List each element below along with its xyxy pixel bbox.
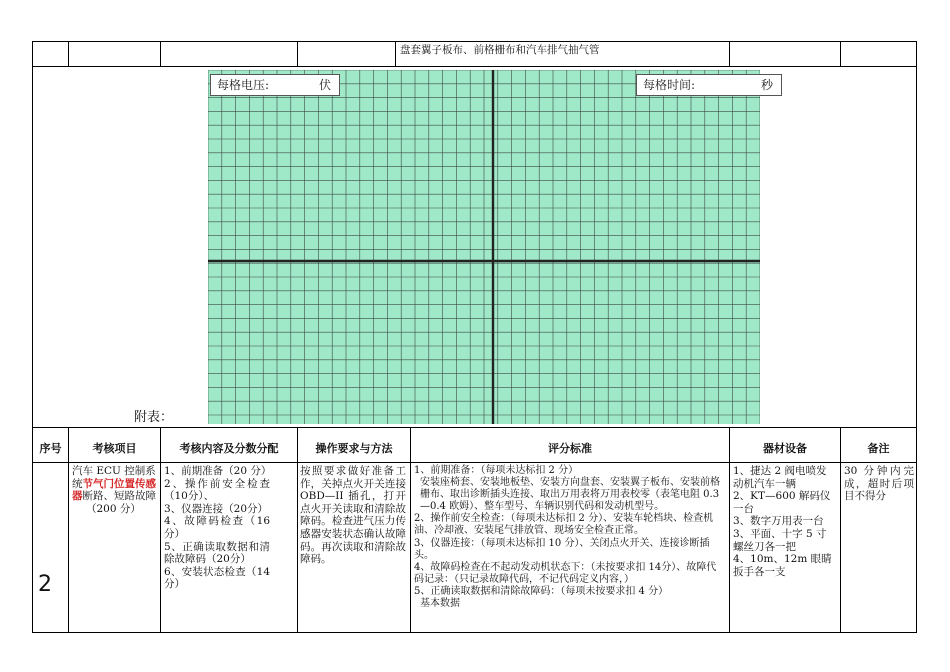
oscilloscope-grid [208, 70, 760, 424]
criteria-line: 安装座椅套、安装地板垫、安装方向盘套、安装翼子板布、安装前格栅布、取出诊断插头连接、取出万用表将万用表校零（表笔电阻 0.3—0.4 欧姆）、整车型号、车辆识别代码和发动机型号。 [420, 477, 720, 513]
col-divider [410, 427, 411, 633]
table-border-right [916, 41, 917, 633]
header-item: 考核项目 [92, 442, 137, 455]
row-method-cell: 按照要求做好准备工作，关掉点火开关连接 OBD—II 插孔，打开点火开关读取和清除故障码。检查进气压力传感器安装状态确认故障码。再次读取和清除故障码。 [300, 465, 406, 566]
header-content: 考核内容及分数分配 [179, 442, 279, 455]
col-divider [729, 427, 730, 633]
header-method: 操作要求与方法 [315, 442, 393, 455]
time-label: 每格时间: [643, 78, 696, 92]
table-border-header-bottom [32, 462, 917, 463]
content-line: 2、操作前安全检查（10分）、 [164, 477, 270, 503]
table-border-header-top [32, 427, 917, 428]
col-divider [160, 427, 161, 633]
col-divider [297, 41, 298, 67]
col-divider [160, 41, 161, 67]
criteria-line: 1、前期准备：（每项未达标扣 2 分） [414, 465, 579, 476]
header-criteria: 评分标准 [548, 442, 592, 455]
criteria-line: 基本数据 [420, 598, 460, 610]
col-divider [297, 427, 298, 633]
criteria-line: 2、操作前安全检查：（每项未达标扣 2 分）、安装车轮档块、检查机油、冷却液、安装尾气排放管、现场安全检查正常。 [414, 513, 714, 537]
col-divider [68, 427, 69, 633]
voltage-label: 每格电压: [217, 78, 270, 92]
equipment-line: 4、10m、12m 眼睛扳手各一支 [733, 553, 832, 578]
item-suffix: 断路、短路故障 [82, 490, 156, 503]
content-line: 5、正确读取数据和清除故障码（20分） [164, 540, 270, 566]
col-divider [840, 41, 841, 67]
row-criteria-cell [414, 465, 726, 610]
voltage-per-division-box [210, 74, 340, 96]
equipment-line: 3、数字万用表一台 [733, 515, 824, 528]
col-divider [395, 41, 396, 67]
header-equipment: 器材设备 [763, 442, 807, 455]
col-divider [729, 41, 730, 67]
equipment-line: 3、平面、十字 5 寸螺丝刀各一把 [733, 527, 827, 553]
top-row-text: 盘套翼子板布、前格栅布和汽车排气抽气管 [400, 44, 600, 56]
table-border-left [32, 41, 33, 633]
item-highlight: 节气门位置传感器 [72, 477, 156, 503]
table-border-row1 [32, 66, 917, 67]
equipment-line: 2、KT—600 解码仪一台 [733, 490, 831, 515]
content-line: 4、故障码检查（16分） [164, 515, 270, 540]
time-unit: 秒 [760, 78, 773, 92]
content-line: 6、安装状态检查（14分） [164, 565, 270, 591]
row-equipment-cell [733, 465, 837, 578]
row-remarks-cell: 30 分钟内完成，超时后项目不得分 [844, 465, 914, 503]
criteria-line: 3、仪器连接：（每项未达标扣 10 分）、关闭点火开关、连接诊断插头。 [414, 537, 710, 561]
content-line: 3、仪器连接（20分） [164, 502, 269, 515]
appendix-label: 附表： [134, 410, 174, 425]
row-item-cell [72, 465, 158, 515]
col-divider [68, 41, 69, 67]
equipment-line: 1、捷达 2 阀电喷发动机汽车一辆 [733, 465, 827, 490]
criteria-line: 5、正确读取数据和清除故障码：（每项未按要求扣 4 分） [414, 585, 669, 597]
item-prefix: 汽车 ECU 控制系统 [72, 465, 156, 490]
header-remarks: 备注 [867, 442, 890, 455]
table-border-bottom [32, 632, 917, 633]
row-seq-number: 2 [38, 572, 52, 597]
header-seq: 序号 [39, 442, 62, 455]
item-score: （200 分） [86, 502, 141, 515]
time-per-division-box [636, 74, 782, 96]
col-divider [840, 427, 841, 633]
grid-svg [208, 70, 760, 424]
content-line: 1、前期准备（20 分） [164, 465, 272, 477]
voltage-unit: 伏 [318, 78, 331, 92]
criteria-line: 4、故障码检查在不起动发动机状态下：（未按要求扣 14分）、故障代码记录：（只记录故障代码，不记代码定义内容，） [414, 561, 717, 585]
row-content-cell [164, 465, 270, 591]
